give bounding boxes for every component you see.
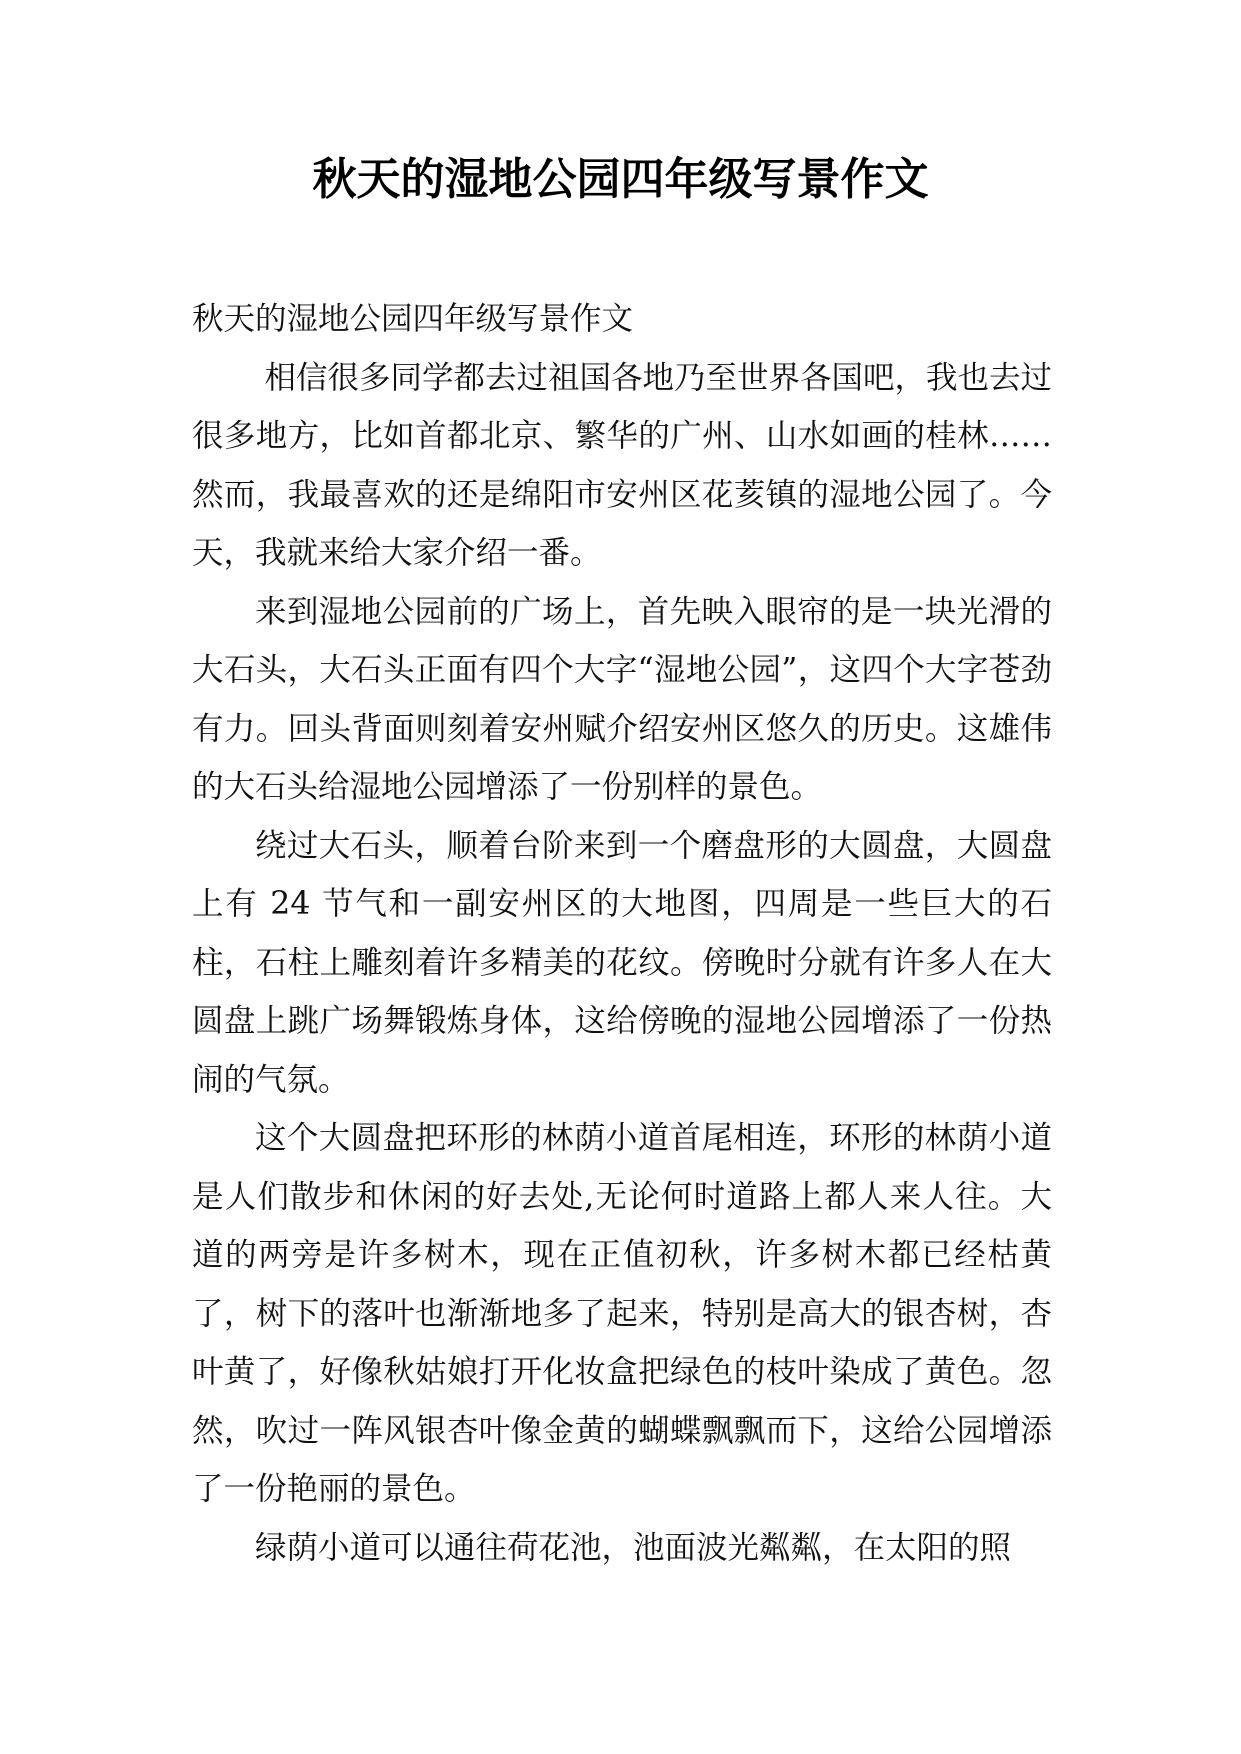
document-title: 秋天的湿地公园四年级写景作文 [312, 154, 929, 205]
paragraph: 这个大圆盘把环形的林荫小道首尾相连，环形的林荫小道是人们散步和休闲的好去处,无论何时道路上都人来人往。大道的两旁是许多树木，现在正值初秋，许多树木都已经枯黄了，树下的落叶也渐渐地多了起来，特别是高大的银杏树，杏叶黄了，好像秋姑娘打开化妆盒把绿色的枝叶染成了黄色。忽然，吹过一阵风银杏叶像金黄的蝴蝶飘飘而下，这给公园增添了一份艳丽的景色。 [192, 1120, 1052, 1507]
paragraph: 绿荫小道可以通往荷花池，池面波光粼粼，在太阳的照 [255, 1529, 1012, 1566]
paragraph: 相信很多同学都去过祖国各地乃至世界各国吧，我也去过很多地方，比如首都北京、繁华的广州、山水如画的桂林……然而，我最喜欢的还是绵阳市安州区花荄镇的湿地公园了。今天，我就来给大家介绍一番。 [192, 359, 1052, 571]
paragraph: 绕过大石头，顺着台阶来到一个磨盘形的大圆盘，大圆盘上有 24 节气和一副安州区的大地图，四周是一些巨大的石柱，石柱上雕刻着许多精美的花纹。傍晚时分就有许多人在大圆盘上跳广场舞锻炼身体，这给傍晚的湿地公园增添了一份热闹的气氛。 [192, 827, 1052, 1098]
document-body [192, 290, 1052, 1577]
paragraph: 来到湿地公园前的广场上，首先映入眼帘的是一块光滑的大石头，大石头正面有四个大字“湿地公园”，这四个大字苍劲有力。回头背面则刻着安州赋介绍安州区悠久的历史。这雄伟的大石头给湿地公园增添了一份别样的景色。 [192, 593, 1052, 805]
document-subtitle: 秋天的湿地公园四年级写景作文 [192, 301, 634, 337]
